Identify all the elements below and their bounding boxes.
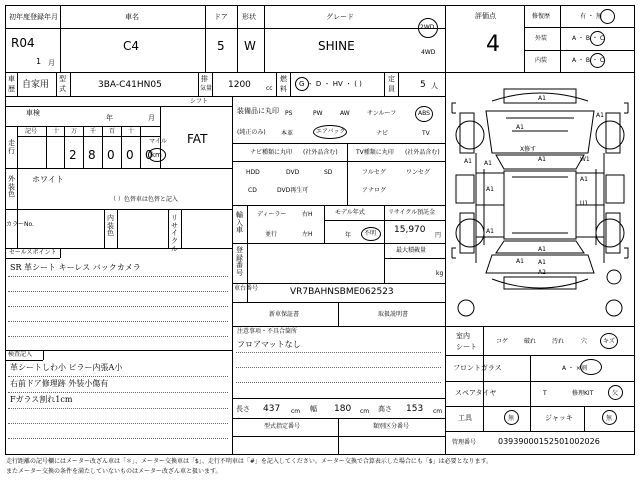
use-value: 自家用 [22, 80, 50, 90]
registration-label: 登録番号 [236, 246, 243, 278]
navi-hdd: HDD [246, 169, 260, 176]
doors-label: ドア [214, 13, 228, 21]
fuel-value: G ・ D ・ HV ・ ( ) [299, 80, 362, 88]
exterior-grade-label: 外装 [535, 35, 548, 42]
km-unit: km [151, 151, 162, 159]
reg-year-value: R04 [11, 36, 35, 50]
grade-label: グレード [326, 13, 354, 21]
shape-value: W [244, 39, 256, 53]
recycle-deposit-value: 15,970 [394, 225, 426, 235]
height-unit: cm [433, 408, 443, 415]
spare-missing: 欠 [612, 390, 619, 397]
damage-a1-door-left: A1 [486, 186, 494, 193]
mileage-digit-4: 0 [126, 148, 134, 162]
tv-analog: アナログ [362, 187, 387, 194]
digit-header-3: 千 [90, 128, 97, 135]
exterior-color-note: （ ）色替車は色替と記入 [110, 196, 178, 203]
navi-dvd-play: DVD再生可 [277, 187, 309, 194]
model-year-label: モデル年式 [335, 209, 365, 216]
repair-history-label: 修復歴 [532, 13, 551, 20]
equip-abs: ABS [418, 110, 430, 117]
spare-t: T [543, 390, 547, 397]
notes-label: 注意事項・不具合箇所 [237, 328, 298, 335]
inspector-note-1: 革シートしわ小 ピラー内張A小 [10, 363, 123, 372]
shift-label: シフト [190, 98, 209, 105]
length-unit: cm [291, 408, 301, 415]
class-number-label: 類別区分番号 [373, 423, 410, 430]
height-value: 153 [406, 404, 424, 414]
height-label: 高さ [378, 405, 392, 413]
width-unit: cm [360, 408, 370, 415]
mileage-digit-2: 8 [88, 148, 96, 162]
equipment-label: 装備品に丸印 [237, 107, 279, 115]
drive-4wd: 4WD [421, 49, 436, 56]
damage-a1-door-right: A1 [580, 176, 588, 183]
equip-sunroof: サンルーフ [367, 110, 397, 117]
seat-stain: 汚れ [552, 338, 565, 345]
interior-seat-label-1: 室内 [456, 332, 470, 340]
mile-unit: マイル [149, 138, 167, 145]
fuel-label-1: 燃 [280, 75, 287, 83]
shift-value: FAT [187, 132, 208, 146]
type-label-2: 式 [59, 85, 66, 93]
interior-color-label: 内装色 [107, 214, 114, 238]
history-label-2: 歴 [8, 85, 15, 93]
digit-header-4: 百 [109, 128, 116, 135]
seat-burn: コゲ [496, 338, 509, 345]
max-load-unit: kg [436, 270, 444, 277]
exterior-color-label: 外装色 [8, 175, 15, 199]
displacement-value: 1200 [228, 80, 251, 90]
repair-none-circle [600, 9, 615, 24]
grade-value: SHINE [318, 39, 355, 53]
import-right-hand: 右H [302, 211, 313, 218]
navi-sd: SD [324, 169, 333, 176]
car-damage-diagram [446, 73, 634, 326]
sales-point-label: セールスポイント [9, 249, 57, 256]
navi-sub-label: (社外品含む) [303, 149, 338, 156]
damage-a1-fender: A1 [484, 160, 492, 167]
color-no-label: カラーNo. [6, 221, 34, 228]
management-number-value: 03939000152501002026 [498, 437, 600, 446]
type-label-1: 型 [59, 75, 66, 83]
tv-oneseg: ワンセグ [406, 169, 431, 176]
tv-label: TV種類に丸印 [356, 149, 394, 156]
reg-year-label: 初年度登録年月 [9, 13, 58, 21]
equip-tv: TV [422, 130, 430, 137]
reg-month-value: 1 [36, 57, 42, 66]
import-label: 輸入車 [236, 211, 243, 235]
equipment-sub-label: (純正のみ) [237, 129, 266, 136]
month-unit: 月 [48, 59, 55, 67]
sales-point-text: SR 革シート キーレス バックカメラ [10, 263, 141, 272]
chassis-label-1: 車台番号 [234, 285, 259, 292]
repair-history-value: 有 ・ 無 [580, 13, 602, 20]
damage-a1-rear-left: A1 [486, 228, 494, 235]
model-year-unit: 年 [345, 232, 352, 239]
damage-a1-windshield: A1 [538, 156, 546, 163]
jack-label: ジャッキ [545, 414, 573, 422]
person-unit: 人 [431, 82, 438, 90]
length-label: 長さ [236, 405, 250, 413]
doors-value: 5 [217, 39, 225, 53]
mileage-side-label: 走行 [8, 139, 15, 155]
fuel-label-2: 料 [280, 85, 287, 93]
equip-airbag: エアバック [316, 128, 346, 135]
score-label: 評価点 [475, 12, 496, 20]
shape-label: 形状 [242, 13, 256, 21]
mileage-digit-1: 2 [69, 148, 77, 162]
damage-a1-hood: A1 [516, 124, 524, 131]
inspection-year-unit: 年 [106, 114, 113, 122]
mileage-digit-3: 0 [107, 148, 115, 162]
equip-pw: PW [313, 110, 323, 117]
notes-text: フロアマットなし [237, 340, 301, 349]
mileage-digit-5: 0 [145, 148, 153, 162]
interior-seat-label-2: シート [456, 343, 477, 351]
width-label: 幅 [310, 405, 317, 413]
history-label-1: 車 [8, 75, 15, 83]
owners-manual: 取扱説明書 [378, 311, 409, 318]
tv-fullseg: フルセグ [362, 169, 386, 176]
tools-value: 無 [508, 415, 515, 422]
new-car-warranty: 新車保証書 [269, 311, 300, 318]
footer-note-1: 走行距離の記号欄にはメーター改ざん車は「＊」、メーター交換車は「$」、走行不明車は「#」を記入してください。メーター交換で合算表示した場合にも「$」は必要となります。 [6, 458, 493, 465]
exterior-b-circle [590, 31, 605, 46]
recycle-deposit-label: リサイクル預託金 [388, 209, 436, 216]
import-dealer: ディーラー [257, 211, 287, 218]
damage-a1-front-left: A1 [464, 158, 472, 165]
navi-cd: CD [248, 187, 257, 194]
front-glass-crack-circle [580, 359, 602, 375]
inspector-notes-label: 検査記入 [8, 351, 33, 358]
recycle-yen-unit: 円 [435, 232, 442, 239]
disp-label-1: 排 [201, 75, 208, 83]
equip-navi: ナビ [376, 130, 389, 137]
damage-u1-door: U1 [580, 200, 589, 207]
navi-label: ナビ種類に丸印 [250, 149, 293, 156]
equip-aw: AW [340, 110, 350, 117]
jack-value: 無 [606, 415, 613, 422]
disp-label-2: 気量 [200, 85, 213, 92]
front-glass-label: フロントガラス [453, 364, 502, 372]
inspection-label: 車検 [26, 109, 40, 117]
type-code-value: 3BA-C41HN05 [98, 80, 162, 90]
model-label: 車名 [125, 13, 139, 21]
seat-hole: 穴 [581, 338, 588, 345]
seat-tear: 破れ [524, 338, 537, 345]
width-value: 180 [334, 404, 352, 414]
digit-header-1: 十 [53, 128, 60, 135]
capacity-value: 5 [420, 80, 426, 90]
capacity-label-2: 員 [388, 85, 395, 93]
mileage-symbol-label: 記号 [25, 128, 38, 135]
interior-grade-label: 内装 [535, 57, 548, 64]
tv-sub-label: (社外品含む) [405, 149, 440, 156]
equip-ps: PS [285, 110, 293, 117]
damage-a1-front-right: A1 [596, 112, 604, 119]
seat-scratch: キズ [603, 338, 615, 345]
front-glass-value: A ・ ×割 [562, 365, 587, 372]
inspector-note-2: 右前ドア修理跡 外装小傷有 [10, 379, 109, 388]
cc-unit: cc [266, 85, 273, 92]
chassis-number: VR7BAHNSBME062523 [290, 287, 394, 297]
import-left-hand: 左H [302, 231, 313, 238]
exterior-color-value: ホワイト [32, 175, 64, 184]
damage-x-repair: X修す [520, 146, 537, 153]
model-value: C4 [123, 39, 140, 53]
footer-note-2: またメーター交換の条件を満たしていないものはメーター改ざん車と扱います。 [6, 468, 222, 475]
interior-b-circle [590, 53, 605, 68]
inspector-note-3: Fガラス割れ1cm [10, 395, 73, 404]
drive-2wd: 2WD [420, 24, 435, 31]
digit-header-2: 万 [71, 128, 78, 135]
damage-w1-door: W1 [580, 156, 590, 163]
inspection-month-unit: 月 [148, 114, 155, 122]
navi-dvd: DVD [286, 169, 300, 176]
equip-leather: 本革 [281, 130, 294, 137]
damage-a1-trunk: A1 [516, 258, 524, 265]
tools-label: 工具 [458, 414, 472, 422]
length-value: 437 [263, 404, 281, 414]
damage-a1-rear-bumper: A1 [538, 259, 546, 266]
type-designation-label: 型式指定番号 [264, 423, 301, 430]
digit-header-5: 十 [128, 128, 135, 135]
exterior-grade-value: A ・ B ・ C [572, 35, 605, 42]
damage-a2-bumper: A2 [538, 269, 546, 276]
management-number-label: 管理番号 [452, 439, 477, 446]
interior-grade-value: A ・ B ・ C [572, 57, 605, 64]
model-year-unknown: 不明 [364, 230, 377, 237]
damage-a1-bumper: A1 [538, 95, 546, 102]
capacity-label-1: 定 [388, 75, 395, 83]
spare-tire-label: スペアタイヤ [455, 389, 497, 397]
recall-label: リサイクル [171, 214, 178, 253]
spare-repair-kit: 修理KIT [572, 390, 594, 397]
damage-a1-rear: A1 [538, 246, 546, 253]
import-parallel: 並行 [265, 231, 278, 238]
score-value: 4 [486, 32, 500, 57]
max-load-label: 最大積載量 [396, 247, 427, 254]
